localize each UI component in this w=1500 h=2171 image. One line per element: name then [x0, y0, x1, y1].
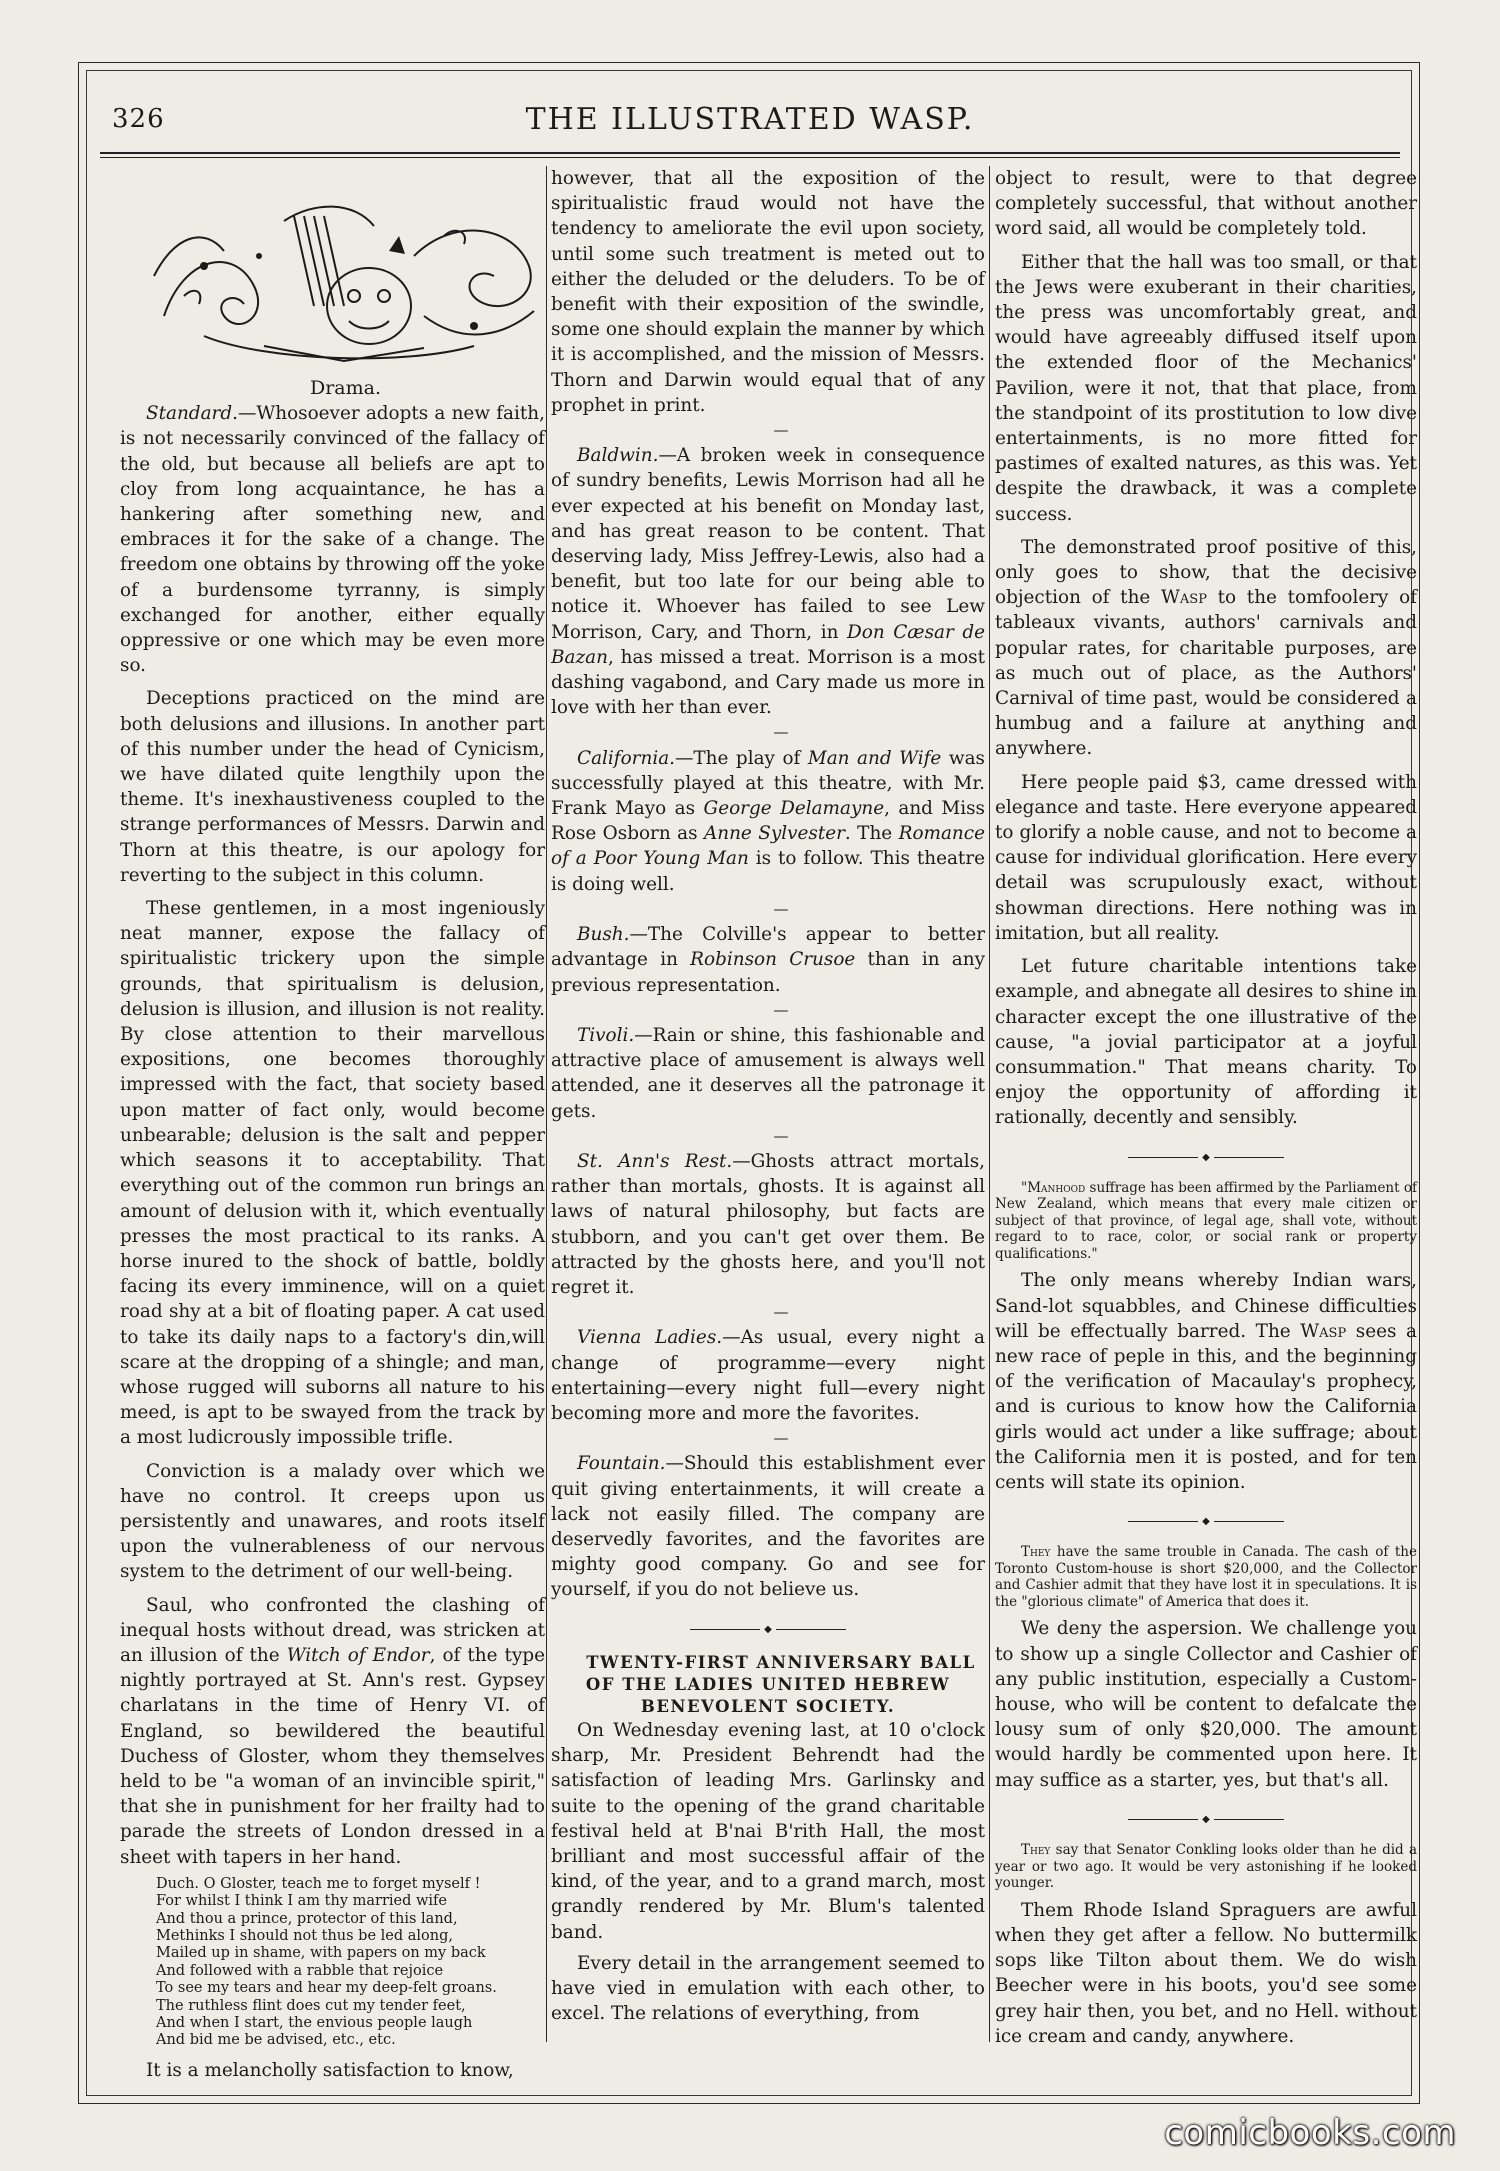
paragraph-ball-1: On Wednesday evening last, at 10 o'clock sharp, Mr. President Behrendt had the satisfaction of leading Mrs. Garlinsky and suite to the opening of the grand charitable festival held at B'nai B'rith Hall, the most brilliant and most successful affair of the kind, of the year, and to a grand march, most grandly rendered by Mr. Blum's talented band. [551, 1719, 985, 1943]
italic-title: George Delamayne [703, 798, 885, 820]
paragraph-baldwin [551, 443, 985, 720]
paragraph-text: —Rain or shine, this fashionable and attractive place of amusement is always well attended, ane it deserves all the patronage it gets. [551, 1024, 985, 1122]
separator-ornament: ◆ [995, 1509, 1417, 1534]
paragraph-text: Saul, who confronted the clashing of inequal hosts without dread, was stricken at an illusion of the [120, 1594, 545, 1666]
paragraph-exposition: however, that all the exposition of the spiritualistic fraud would not have the tendency to ameliorate the evil upon society, until some such treatment is meted out to either the deluded or the deluders. To be of benefit with their exposition of the swindle, some one should explain the manner by which it is accomplished, and the mission of Messrs. Thorn and Darwin would equal that of any prophet in print. [551, 168, 985, 416]
paragraph-text: —The play of [675, 747, 808, 769]
verse-line: For whilst I think I am thy married wife [156, 1893, 447, 1910]
paragraph-text: was successfully played at this theatre, with Mr. Frank Mayo as [551, 747, 985, 820]
verse-line: Mailed up in shame, with papers on my back [156, 1945, 486, 1962]
separator-ornament: ◆ [995, 1145, 1417, 1170]
venue-bush: Bush. [577, 924, 630, 946]
column-2 [551, 166, 985, 2026]
paragraph-standard [120, 401, 545, 678]
venue-vienna: Vienna Ladies. [577, 1327, 723, 1349]
paragraph-text: have the same trouble in Canada. The cash of the Toronto Custom-house is short $20,000, and the Collector and Cashier admit that they have lost it in speculations. It is the "glorious climate" of America that does it. [995, 1544, 1417, 1610]
paragraph-people-paid: Here people paid $3, came dressed with elegance and taste. Here everyone appeared to glorify a noble cause, and not to become a cause for individual glorification. Here every detail was scrupulously exact, without showman directions. Here nothing was in imitation, but all reality. [995, 771, 1417, 944]
site-watermark: comicbooks.com [1164, 2113, 1456, 2153]
venue-standard: Standard. [146, 403, 238, 425]
paragraph-future-charity: Let future charitable intentions take example, and abnegate all desires to shine in character except the one illustrative of the cause, "a jovial participator at a joyful consummation." That means charity. To enjoy the opportunity of affording it rationally, decently and sensibly. [995, 956, 1417, 1129]
verse-line: To see my tears and hear my deep-felt groans. [156, 1980, 497, 1997]
paragraph-text: than in any previous representation. [551, 949, 985, 996]
paragraph-conviction: Conviction is a malady over which we have no control. It creeps upon us persistently and unawares, and roots itself upon the vulnerableness of our nervous system to the detriment of our well-being. [120, 1460, 545, 1583]
venue-tivoli: Tivoli. [577, 1024, 635, 1046]
small-caps-text: Wasp [1161, 587, 1207, 609]
small-caps-text: Manhood [1027, 1179, 1086, 1196]
paragraph-text: . The [844, 823, 899, 845]
paragraph-melancholly: It is a melancholly satisfaction to know, [146, 2059, 514, 2081]
paragraph-deceptions: Deceptions practiced on the mind are both delusions and illusions. In another part of this number under the head of Cynicism, we have dilated quite lengthily upon the theme. It's inexhaustiveness coupled to the strange performances of Messrs. Darwin and Thorn at this theatre, is our apology for reverting to the subject in this column. [120, 688, 545, 886]
section-dash: — [773, 1303, 789, 1322]
verse-line: And followed with a rabble that rejoice [156, 1962, 444, 1979]
small-caps-text: They [1021, 1842, 1051, 1859]
paragraph-vienna [551, 1325, 985, 1426]
section-dash: — [773, 1126, 789, 1145]
section-dash: — [773, 421, 789, 440]
small-caps-text: Wasp [1300, 1320, 1347, 1342]
paragraph-indian-wars [995, 1268, 1417, 1495]
venue-st-anns: St. Ann's Rest. [577, 1150, 733, 1172]
small-caps-text: They [1021, 1544, 1051, 1561]
paragraph-text: —As usual, every night a change of programme—every night entertaining—every night full—every night becoming more and more the favorites. [551, 1327, 985, 1424]
italic-title: Don Cæsar de Bazan [551, 621, 986, 668]
italic-title: Witch of Endor [286, 1644, 430, 1666]
page-number: 326 [112, 104, 165, 134]
column-divider-1 [546, 166, 547, 2042]
header-rule [100, 152, 1400, 154]
verse-line: And when I start, the envious people laugh [156, 2015, 473, 2032]
italic-title: Man and Wife [807, 747, 942, 769]
section-dash: — [773, 1000, 789, 1019]
paragraph-text: say that Senator Conkling looks older than he did a year or two ago. It would be very astonishing if he looked younger. [995, 1842, 1417, 1892]
column-1 [120, 166, 545, 2083]
separator-ornament: ◆ [551, 1617, 985, 1642]
paragraph-california [551, 746, 985, 897]
item-conkling [995, 1842, 1417, 1892]
verse-line: And thou a prince, protector of this land, [156, 1910, 458, 1927]
item-canada [995, 1544, 1417, 1610]
paragraph-text: , and Miss Rose Osborn as [551, 798, 985, 845]
paragraph-text: suffrage has been affirmed by the Parliament of New Zealand, which means that every male citizen or subject of that province, of legal age, shall vote, without regard to to race, color, or social rank or property qualifications." [995, 1179, 1417, 1262]
paragraph-text: —A broken week in consequence of sundry benefits, Lewis Morrison had all he ever expected at his benefit on Monday last, and has great reason to be content. That deserving lady, Miss Jeffrey-Lewis, also had a benefit, but too late for our being able to notice it. Whoever has failed to see Lew Morrison, Cary, and Thorn, in [551, 445, 985, 643]
italic-title: Romance of a Poor Young Man [551, 823, 985, 870]
paragraph-proof [995, 535, 1417, 762]
paragraph-text: , of the type nightly portrayed at St. Ann's rest. Gypsey charlatans in the time of Henry VI. of England, so bewildered the beautiful Duchess of Gloster, whom they themselves held to be "a woman of an invincible spirit," that she in punishment for her frailty had to parade the streets of London dressed in a sheet with tapers in her hand. [120, 1644, 545, 1868]
verse-line: The ruthless flint does cut my tender feet, [156, 1997, 466, 2014]
column-3 [995, 166, 1417, 2049]
paragraph-text: The only means whereby Indian wars, Sand-lot squabbles, and Chinese difficulties will be effectually barred. The [995, 1270, 1417, 1342]
drama-ornament-illustration [144, 196, 544, 370]
column-divider-2 [989, 166, 990, 2042]
paragraph-text: —Ghosts attract mortals, rather than mortals, ghosts. It is against all laws of natural philosophy, but facts are stubborn, and you can't get over them. Be attracted by the ghosts here, and you'll not regret it. [551, 1150, 985, 1298]
paragraph-text: is to follow. This theatre is doing well. [551, 848, 985, 895]
paragraph-aspersion: We deny the aspersion. We challenge you to show up a single Collector and Cashier of any public institution, especially a Custom-house, who will be content to defalcate the lousy sum of only $20,000. The amount would hardly be commented upon here. It may suffice as a starter, yes, but that's all. [995, 1618, 1417, 1791]
paragraph-text: —The Colville's appear to better advantage in [551, 924, 985, 971]
paragraph-text: —Should this establishment ever quit giving entertainments, it will create a lack not easily filled. The company are deservedly favorites, and the favorites are mighty good company. Go and see for yourself, if you do not believe us. [551, 1453, 985, 1601]
venue-california: California. [577, 747, 676, 769]
separator-ornament: ◆ [995, 1807, 1417, 1832]
paragraph-text: " [1021, 1179, 1028, 1196]
header-rule-thin [100, 157, 1400, 158]
paragraph-hall: Either that the hall was too small, or that the Jews were exuberant in their charities, the press was uncomfortably great, and would have agreeably diffused itself upon the extended floor of the Mechanics' Pavilion, were it not, that that place, from the standpoint of its prostitution to low dive entertainments, is no more fitted for pastimes of exalted natures, as this was. Yet despite the drawback, it was a complete success. [995, 251, 1417, 525]
verse-line: And bid me be advised, etc., etc. [156, 2032, 396, 2049]
item-new-zealand [995, 1180, 1417, 1263]
verse-line: Duch. O Gloster, teach me to forget myself ! [156, 1875, 481, 1892]
paragraph-spraguers: Them Rhode Island Spraguers are awful when they get after a fellow. No buttermilk sops like Tilton about them. We do wish Beecher were in his boots, you'd see some grey hair then, you bet, and no Hell. without ice cream and candy, anywhere. [995, 1899, 1417, 2047]
paragraph-bush [551, 922, 985, 998]
quoted-verse [156, 1876, 545, 2050]
paragraph-text: —Whosoever adopts a new faith, is not necessarily convinced of the fallacy of the old, but because all beliefs are apt to cloy from long acquaintance, he has a hankering after something new, and embraces it for the sake of a change. The freedom one obtains by throwing off the yoke of a burdensome tyrranny, is simply exchanged for another, either equally oppressive or one which may be even more so. [120, 403, 545, 677]
venue-fountain: Fountain. [577, 1453, 666, 1475]
italic-title: Robinson Crusoe [690, 949, 856, 971]
venue-baldwin: Baldwin. [577, 445, 659, 467]
paragraph-gentlemen: These gentlemen, in a most ingeniously neat manner, expose the fallacy of spiritualistic trickery upon the simple grounds, that spiritualism is delusion, delusion is illusion, and illusion is not reality. By close attention to their marvellous expositions, one becomes thoroughly impressed with the fact, that society based upon matter of fact only, would become unbearable; delusion is the salt and pepper which seasons it to acceptability. That everything out of the common run brings an amount of delusion with it, which eventually presses the most practical to its ranks. A horse inured to the shock of battle, boldly facing its every imminence, will on a quiet road shy at a bit of floating paper. A cat used to take its daily naps to a factory's din,will scare at the dropping of a shingle; and man, whose rugged will suborns all nature to his meed, is apt to be swayed from the track by a most ludicrously impossible trifle. [120, 898, 545, 1449]
section-dash: — [773, 723, 789, 742]
paragraph-fountain [551, 1451, 985, 1602]
verse-line: Methinks I should not thus be led along, [156, 1928, 454, 1944]
paragraph-text: , has missed a treat. Morrison is a most dashing vagabond, and Cary made us more in love with her than ever. [551, 646, 985, 719]
ball-heading: TWENTY-FIRST ANNIVERSARY BALL OF THE LADIES UNITED HEBREW BENEVOLENT SOCIETY. [585, 1652, 976, 1716]
paragraph-st-anns [551, 1149, 985, 1300]
section-dash: — [773, 899, 789, 918]
masthead-title: THE ILLUSTRATED WASP. [525, 102, 975, 137]
paragraph-tivoli [551, 1023, 985, 1124]
paragraph-text: sees a new race of peple in this, and the beginning of the verification of Macaulay's prophecy, and is curious to know how the California girls would act under a like suffrage; about the California men it is posted, and for ten cents will state its opinion. [995, 1320, 1417, 1493]
paragraph-text: The demonstrated proof positive of this, only goes to show, that the decisive objection of the [995, 536, 1417, 609]
italic-title: Anne Sylvester [703, 823, 845, 845]
paragraph-object: object to result, were to that degree completely successful, that without another word said, all would be completely told. [995, 168, 1417, 240]
paragraph-saul [120, 1593, 545, 1870]
paragraph-text: to the tomfoolery of tableaux vivants, authors' carnivals and popular rates, for charitable purposes, are as much out of place, as the Authors' Carnival of time past, would be considered a humbug and a failure at anything and anywhere. [995, 587, 1417, 760]
section-title-drama: Drama. [309, 377, 382, 399]
paragraph-ball-2: Every detail in the arrangement seemed to have vied in emulation with each other, to excel. The relations of everything, from [551, 1952, 985, 2025]
section-dash: — [773, 1429, 789, 1448]
